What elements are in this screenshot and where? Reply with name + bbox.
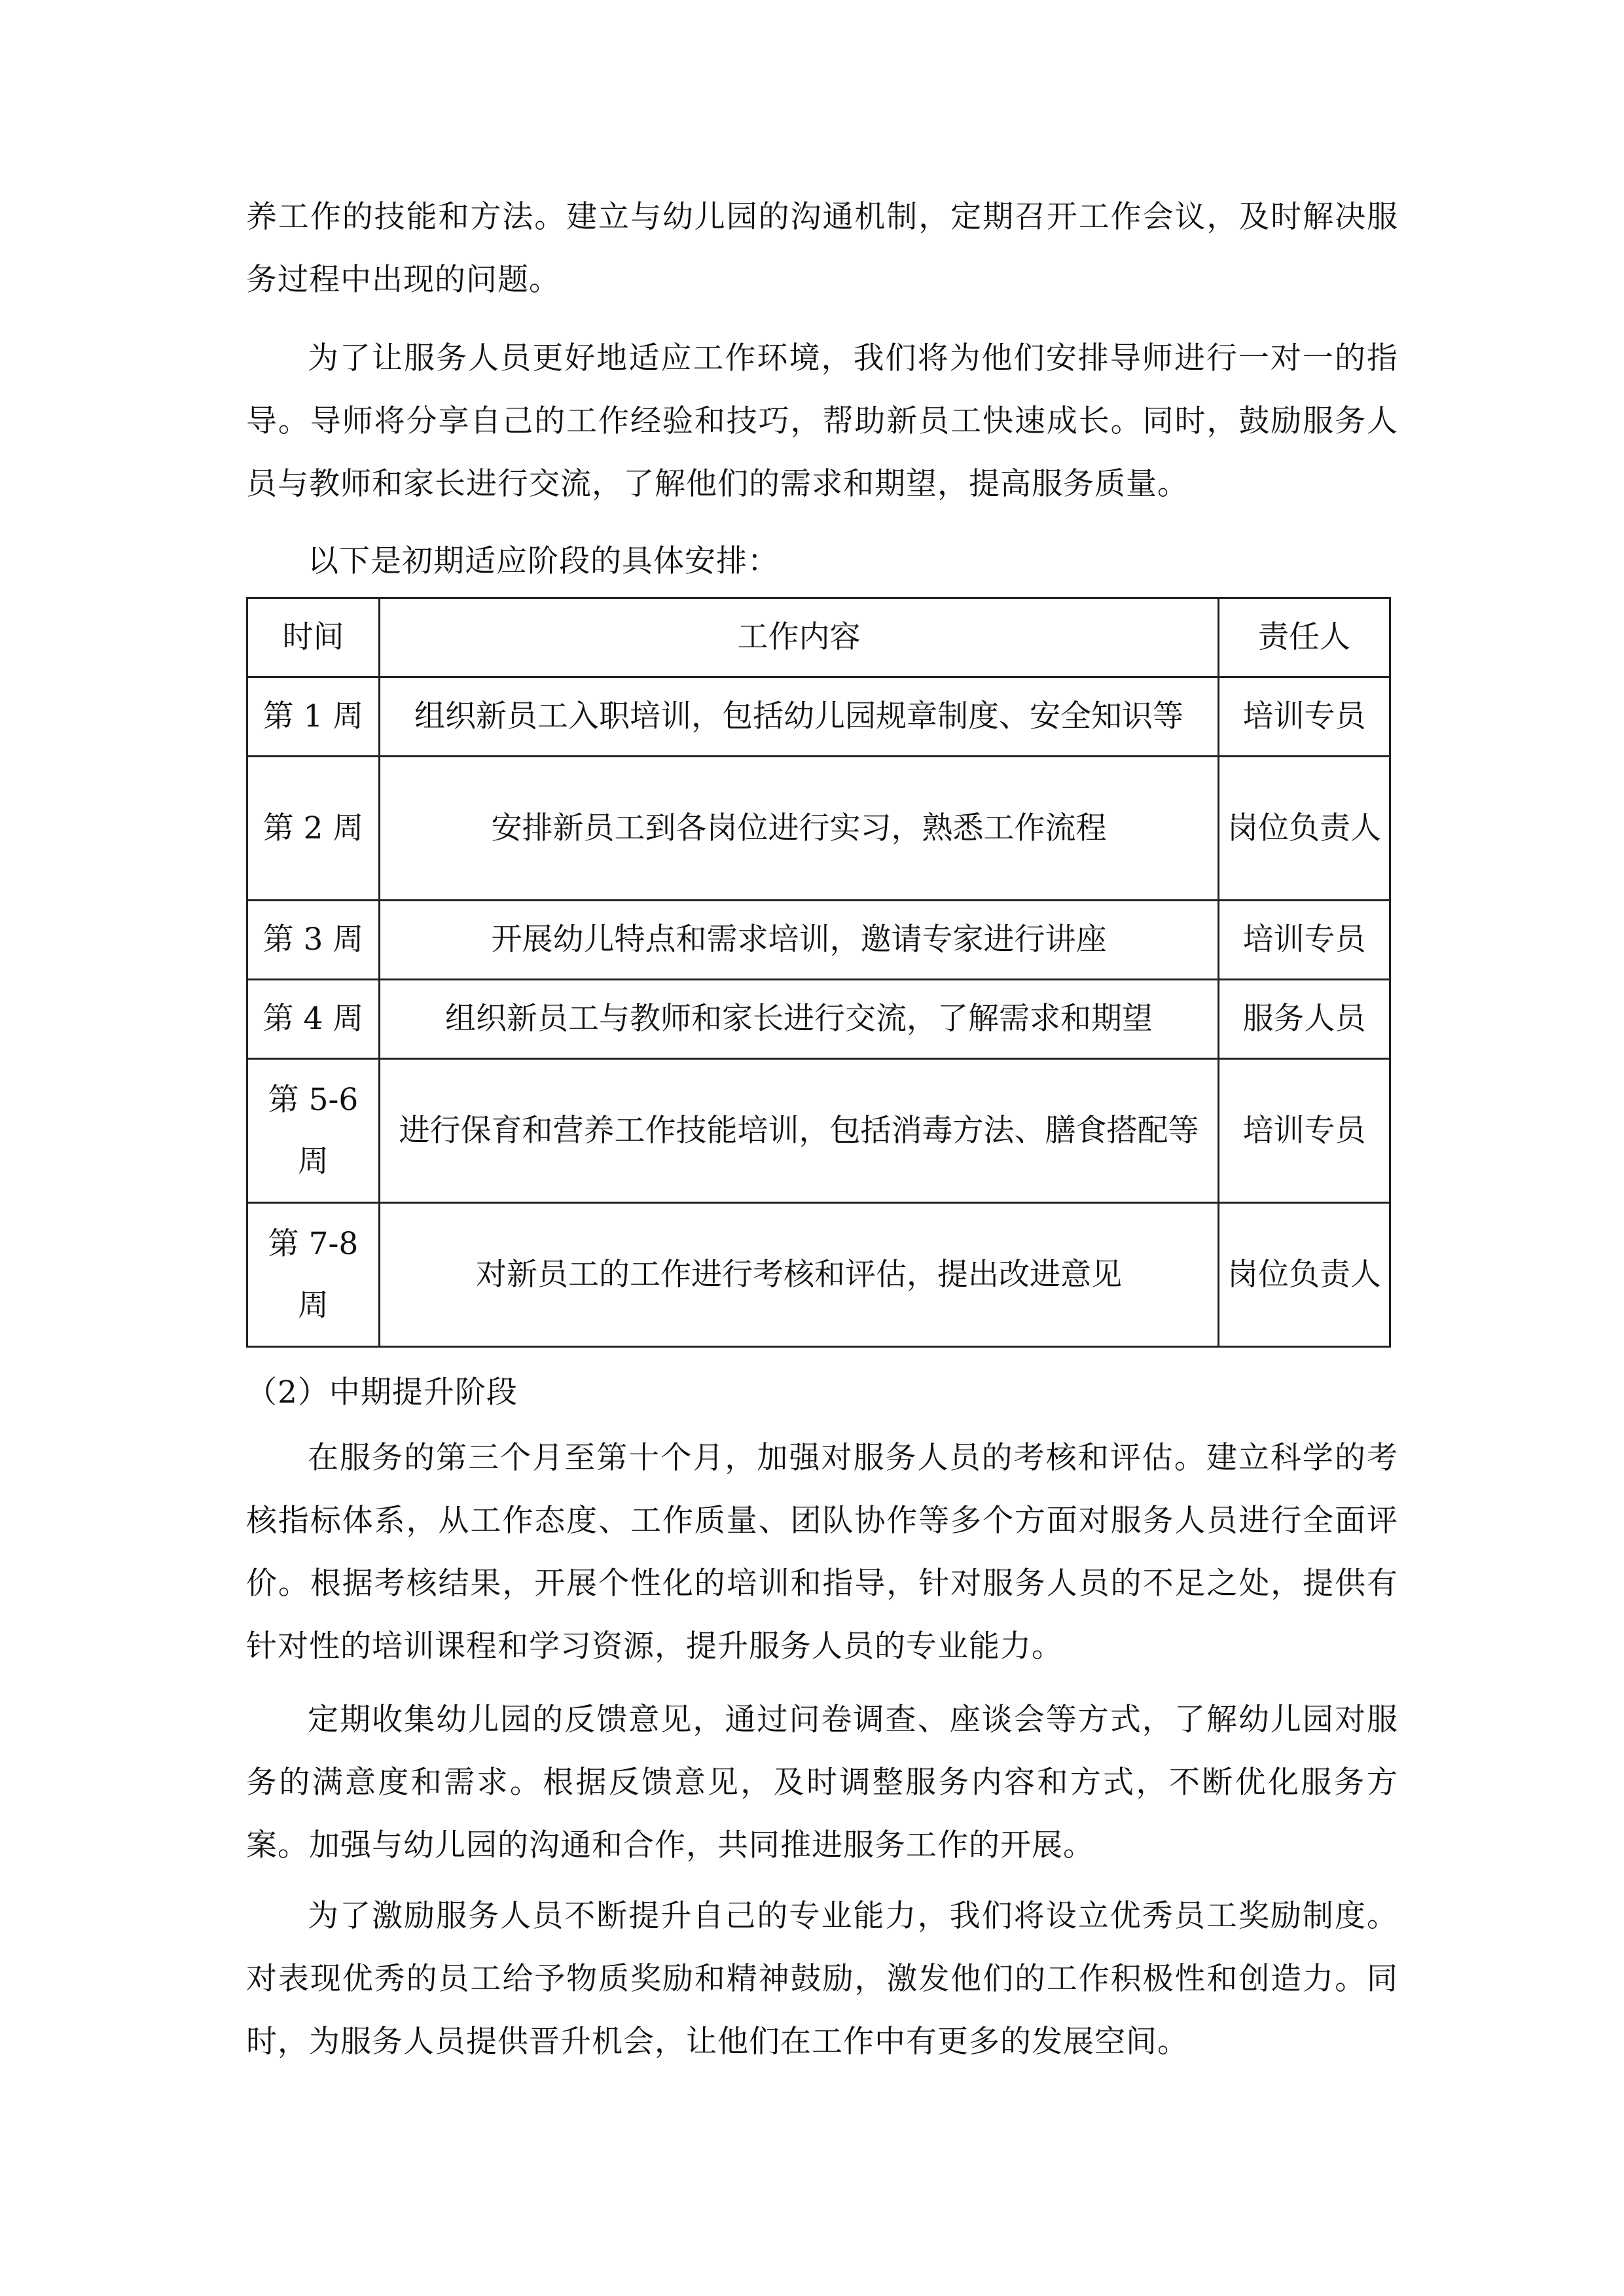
paragraph-mentor-guidance: 为了让服务人员更好地适应工作环境，我们将为他们安排导师进行一对一的指导。导师将分享自己的工作经验和技巧，帮助新员工快速成长。同时，鼓励服务人员与教师和家长进行交流，了解他们的需求和期望，提高服务质量。 [246, 340, 1398, 502]
cell-time: 第 4 周 [247, 980, 380, 1059]
cell-content: 对新员工的工作进行考核和评估，提出改进意见 [380, 1203, 1219, 1347]
table-row [247, 1059, 1390, 1203]
cell-content: 开展幼儿特点和需求培训，邀请专家进行讲座 [380, 901, 1219, 980]
table-row [247, 901, 1390, 980]
paragraph-work-skills: 养工作的技能和方法。建立与幼儿园的沟通机制，定期召开工作会议，及时解决服务过程中出现的问题。 [246, 199, 1398, 298]
cell-owner: 岗位负责人 [1219, 1203, 1390, 1347]
cell-content: 安排新员工到各岗位进行实习，熟悉工作流程 [380, 757, 1219, 901]
table-row [247, 677, 1390, 757]
cell-content: 组织新员工与教师和家长进行交流，了解需求和期望 [380, 980, 1219, 1059]
cell-owner: 服务人员 [1219, 980, 1390, 1059]
section-heading-mid-stage: （2）中期提升阶段 [246, 1374, 518, 1410]
table-row [247, 757, 1390, 901]
table-row [247, 1203, 1390, 1347]
header-content: 工作内容 [380, 598, 1219, 677]
cell-time: 第 2 周 [247, 757, 380, 901]
cell-time: 第 7-8 周 [247, 1203, 380, 1347]
cell-content: 进行保育和营养工作技能培训，包括消毒方法、膳食搭配等 [380, 1059, 1219, 1203]
cell-time: 第 3 周 [247, 901, 380, 980]
cell-time: 第 5-6 周 [247, 1059, 380, 1203]
cell-owner: 培训专员 [1219, 677, 1390, 757]
paragraph-assessment: 在服务的第三个月至第十个月，加强对服务人员的考核和评估。建立科学的考核指标体系，从工作态度、工作质量、团队协作等多个方面对服务人员进行全面评价。根据考核结果，开展个性化的培训和指导，针对服务人员的不足之处，提供有针对性的培训课程和学习资源，提升服务人员的专业能力。 [246, 1440, 1398, 1664]
cell-owner: 岗位负责人 [1219, 757, 1390, 901]
cell-owner: 培训专员 [1219, 901, 1390, 980]
paragraph-incentives: 为了激励服务人员不断提升自己的专业能力，我们将设立优秀员工奖励制度。对表现优秀的员工给予物质奖励和精神鼓励，激发他们的工作积极性和创造力。同时，为服务人员提供晋升机会，让他们在工作中有更多的发展空间。 [246, 1898, 1398, 2060]
cell-owner: 培训专员 [1219, 1059, 1390, 1203]
paragraph-schedule-intro: 以下是初期适应阶段的具体安排： [308, 543, 779, 579]
table-row [247, 980, 1390, 1059]
table-header-row [247, 598, 1390, 677]
initial-stage-schedule-table [246, 597, 1391, 1348]
cell-content: 组织新员工入职培训，包括幼儿园规章制度、安全知识等 [380, 677, 1219, 757]
header-owner: 责任人 [1219, 598, 1390, 677]
cell-time: 第 1 周 [247, 677, 380, 757]
paragraph-feedback: 定期收集幼儿园的反馈意见，通过问卷调查、座谈会等方式，了解幼儿园对服务的满意度和需求。根据反馈意见，及时调整服务内容和方式，不断优化服务方案。加强与幼儿园的沟通和合作，共同推进服务工作的开展。 [246, 1702, 1398, 1863]
header-time: 时间 [247, 598, 380, 677]
